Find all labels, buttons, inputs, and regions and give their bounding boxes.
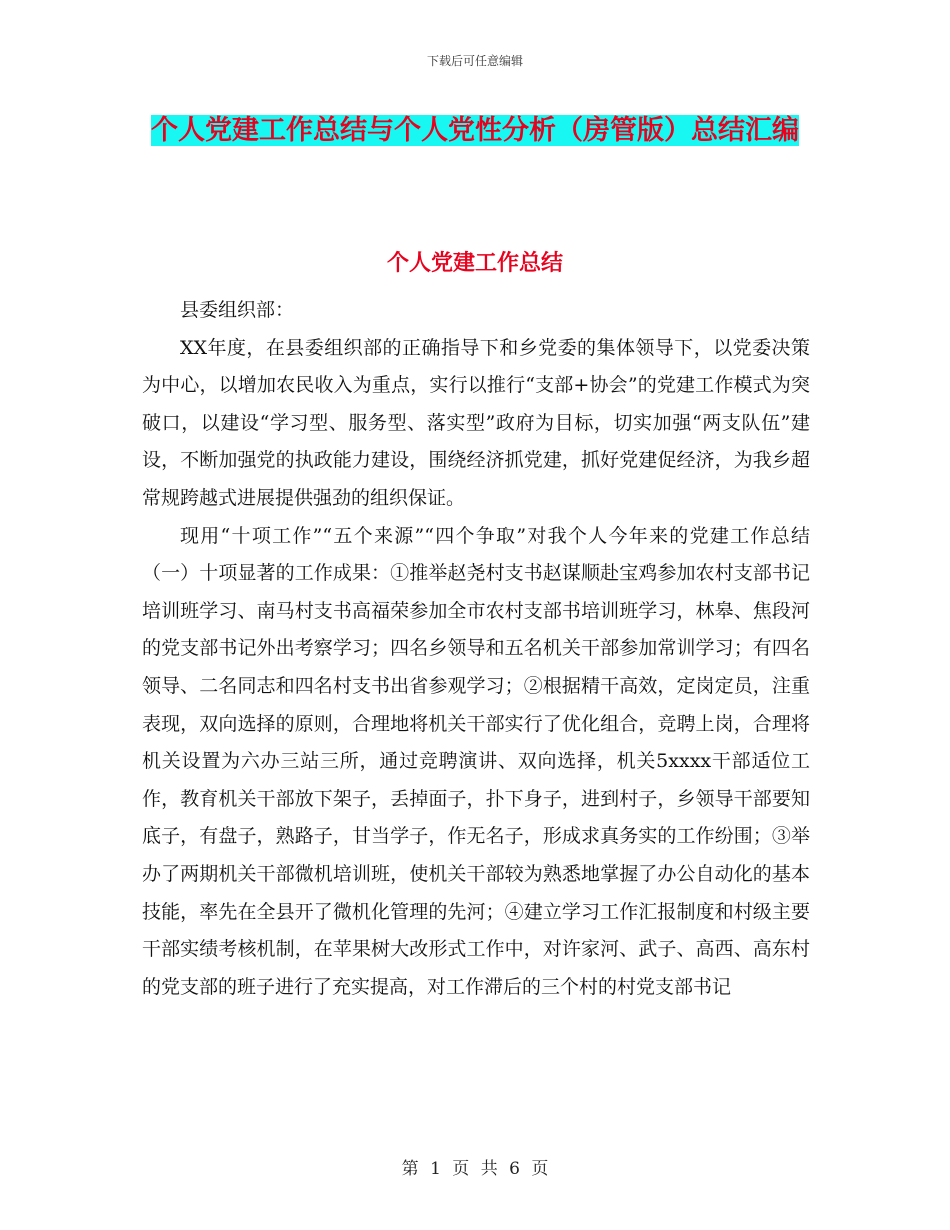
page-footer: 第 1 页 共 6 页	[401, 1159, 549, 1179]
page-header-note: 下载后可任意编辑	[426, 54, 523, 68]
paragraph-1: XX年度，在县委组织部的正确指导下和乡党委的集体领导下，以党委决策为中心，以增加农民收入为重点，实行以推行“支部+协会”的党建工作模式为突破口，以建设“学习型、服务型、落实型”政府为目标，切实加强“两支队伍”建设，不断加强党的执政能力建设，围绕经济抓党建，抓好党建促经济，为我乡超常规跨越式进展提供强劲的组织保证。	[142, 336, 810, 509]
section-title: 个人党建工作总结	[386, 250, 563, 276]
paragraph-2: 现用“十项工作”“五个来源”“四个争取”对我个人今年来的党建工作总结 （一）十项显著的工作成果：①推举赵尧村支书赵谋顺赴宝鸡参加农村支部书记培训班学习、南马村支书高福荣参加全市农村支部书培训班学习，林皋、焦段河的党支部书记外出考察学习；四名乡领导和五名机关干部参加常训学习；有四名领导、二名同志和四名村支书出省参观学习；②根据精干高效，定岗定员，注重表现，双向选择的原则，合理地将机关干部实行了优化组合，竞聘上岗，合理将机关设置为六办三站三所，通过竞聘演讲、双向选择，机关5xxxx干部适位工作，教育机关干部放下架子，丢掉面子，扑下身子，进到村子，乡领导干部要知底子，有盘子，熟路子，甘当学子，作无名子，形成求真务实的工作纷围；③举办了两期机关干部微机培训班，使机关干部较为熟悉地掌握了办公自动化的基本技能，率先在全县开了微机化管理的先河；④建立学习工作汇报制度和村级主要干部实绩考核机制，在苹果树大改形式工作中，对许家河、武子、高西、高东村的党支部的班子进行了充实提高，对工作滞后的三个村的村党支部书记	[142, 524, 849, 998]
document-body	[142, 292, 849, 1006]
document-title	[140, 108, 810, 154]
document-title-text: 个人党建工作总结与个人党性分析（房管版）总结汇编	[151, 115, 799, 146]
salutation: 县委组织部：	[180, 299, 295, 321]
